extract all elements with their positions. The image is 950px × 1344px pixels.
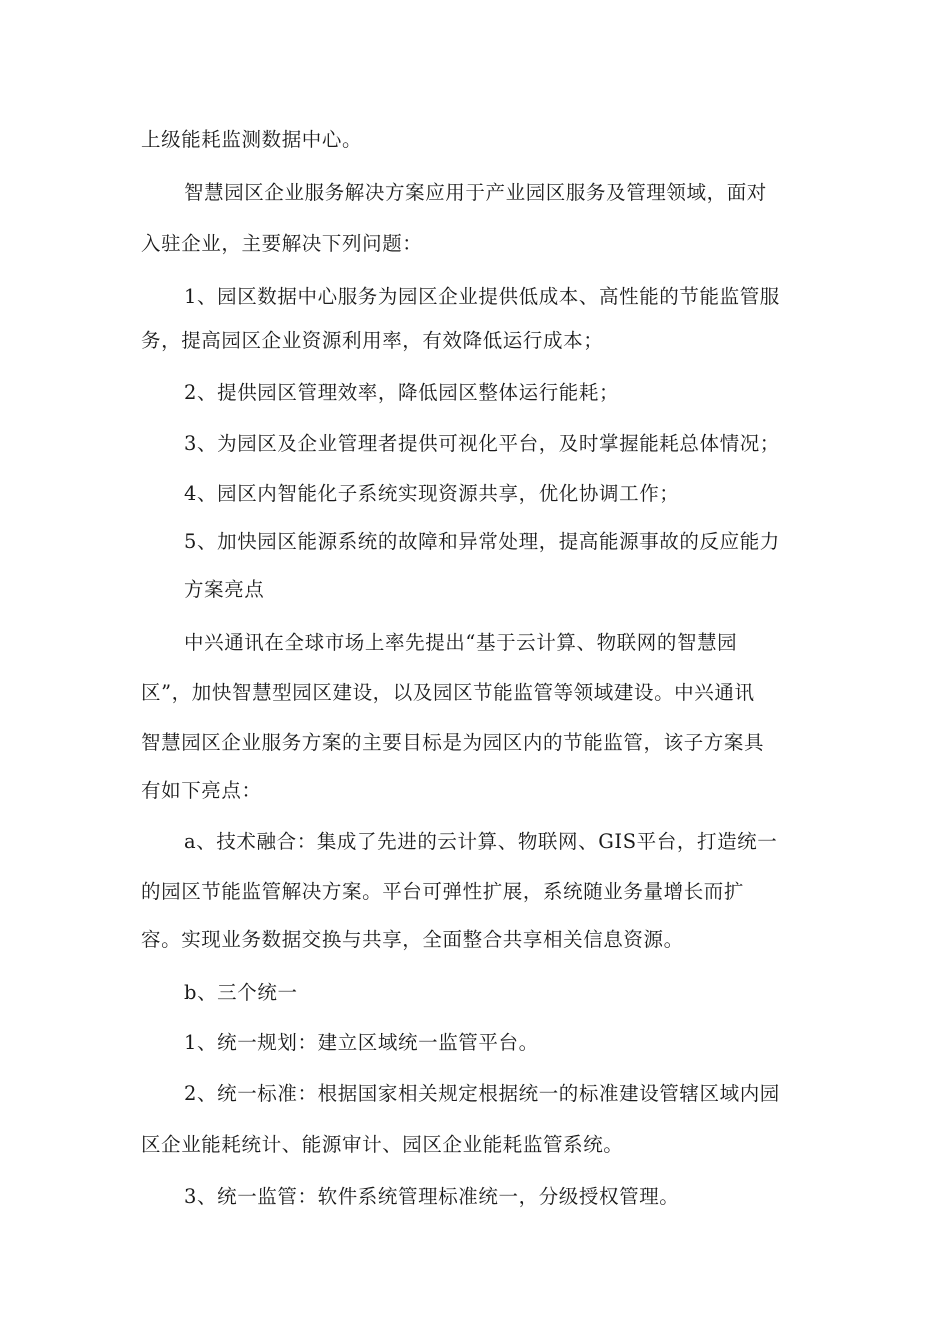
list-item-line: b、三个统一: [184, 981, 298, 1004]
text-line: 智慧园区企业服务方案的主要目标是为园区内的节能监管，该子方案具: [141, 731, 765, 754]
text-line: 上级能耗监测数据中心。: [141, 128, 363, 151]
list-item-line: 5、加快园区能源系统的故障和异常处理，提高能源事故的反应能力: [184, 530, 780, 553]
text-line: 容。实现业务数据交换与共享，全面整合共享相关信息资源。: [141, 928, 684, 951]
list-item-line: a、技术融合：集成了先进的云计算、物联网、GIS平台，打造统一: [184, 830, 778, 853]
text-line: 有如下亮点：: [141, 779, 262, 802]
section-heading: 方案亮点: [184, 578, 265, 601]
text-line: 务，提高园区企业资源利用率，有效降低运行成本；: [141, 329, 604, 352]
paragraph-line: 智慧园区企业服务解决方案应用于产业园区服务及管理领域，面对: [184, 181, 767, 204]
paragraph-line: 中兴通讯在全球市场上率先提出“基于云计算、物联网的智慧园: [184, 631, 738, 654]
text-line: 的园区节能监管解决方案。平台可弹性扩展，系统随业务量增长而扩: [141, 880, 745, 903]
list-item-line: 2、统一标准：根据国家相关规定根据统一的标准建设管辖区域内园: [184, 1082, 780, 1105]
text-line: 入驻企业，主要解决下列问题：: [141, 232, 423, 255]
list-item-line: 4、园区内智能化子系统实现资源共享，优化协调工作；: [184, 482, 680, 505]
list-item-line: 2、提供园区管理效率，降低园区整体运行能耗；: [184, 381, 620, 404]
list-item-line: 1、园区数据中心服务为园区企业提供低成本、高性能的节能监管服: [184, 285, 780, 308]
text-line: 区”，加快智慧型园区建设，以及园区节能监管等领域建设。中兴通讯: [141, 681, 755, 704]
list-item-line: 1、统一规划：建立区域统一监管平台。: [184, 1031, 539, 1054]
text-line: 区企业能耗统计、能源审计、园区企业能耗监管系统。: [141, 1133, 624, 1156]
list-item-line: 3、为园区及企业管理者提供可视化平台，及时掌握能耗总体情况；: [184, 432, 780, 455]
list-item-line: 3、统一监管：软件系统管理标准统一，分级授权管理。: [184, 1185, 680, 1208]
